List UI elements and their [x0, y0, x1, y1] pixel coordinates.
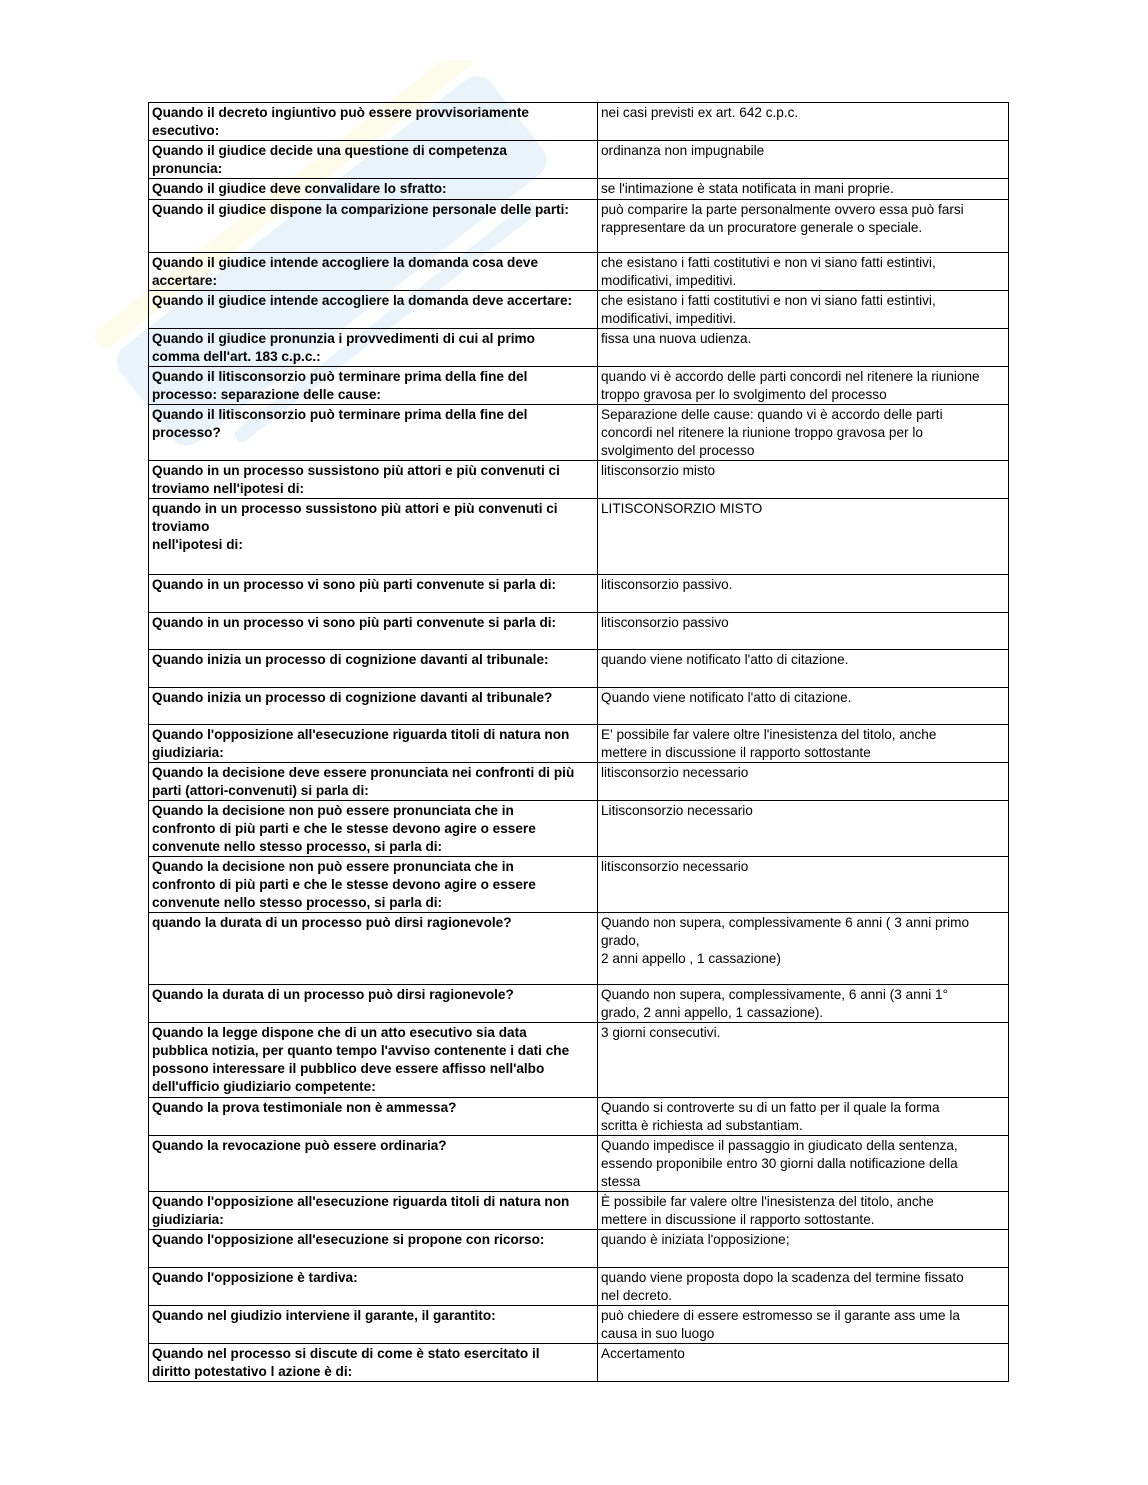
- question-cell: Quando in un processo vi sono più parti convenute si parla di:: [149, 613, 598, 650]
- table-row: [149, 857, 1009, 913]
- question-cell: Quando il giudice intende accogliere la domanda cosa deve accertare:: [149, 253, 598, 291]
- answer-cell: litisconsorzio passivo.: [598, 575, 1009, 613]
- answer-cell: Accertamento: [598, 1344, 1009, 1382]
- answer-cell: litisconsorzio necessario: [598, 857, 1009, 913]
- answer-cell: fissa una nuova udienza.: [598, 329, 1009, 367]
- question-cell: Quando la decisione deve essere pronunciata nei confronti di più parti (attori-convenuti) si parla di:: [149, 763, 598, 801]
- answer-cell: se l'intimazione è stata notificata in mani proprie.: [598, 179, 1009, 200]
- answer-cell: È possibile far valere oltre l'inesistenza del titolo, anche mettere in discussione il rapporto sottostante.: [598, 1192, 1009, 1230]
- answer-cell: quando vi è accordo delle parti concordi nel ritenere la riunione troppo gravosa per lo svolgimento del processo: [598, 367, 1009, 405]
- question-cell: Quando in un processo vi sono più parti convenute si parla di:: [149, 575, 598, 613]
- question-cell: Quando il giudice dispone la comparizione personale delle parti:: [149, 200, 598, 253]
- question-cell: Quando nel processo si discute di come è stato esercitato il diritto potestativo l azione è di:: [149, 1344, 598, 1382]
- table-row: [149, 1268, 1009, 1306]
- question-cell: Quando inizia un processo di cognizione davanti al tribunale?: [149, 688, 598, 725]
- question-cell: Quando il litisconsorzio può terminare prima della fine del processo?: [149, 405, 598, 461]
- answer-cell: Separazione delle cause: quando vi è accordo delle parti concordi nel ritenere la riunione troppo gravosa per lo svolgimento del processo: [598, 405, 1009, 461]
- qa-table: [148, 102, 1009, 1382]
- question-cell: Quando il giudice deve convalidare lo sfratto:: [149, 179, 598, 200]
- question-cell: Quando la prova testimoniale non è ammessa?: [149, 1098, 598, 1136]
- answer-cell: LITISCONSORZIO MISTO: [598, 499, 1009, 575]
- answer-cell: Quando non supera, complessivamente 6 anni ( 3 anni primo grado, 2 anni appello , 1 cassazione): [598, 913, 1009, 985]
- table-row: [149, 329, 1009, 367]
- table-row: [149, 1098, 1009, 1136]
- answer-cell: Quando si controverte su di un fatto per il quale la forma scritta è richiesta ad substantiam.: [598, 1098, 1009, 1136]
- question-cell: quando in un processo sussistono più attori e più convenuti ci troviamo nell'ipotesi di:: [149, 499, 598, 575]
- question-cell: Quando il giudice intende accogliere la domanda deve accertare:: [149, 291, 598, 329]
- answer-cell: può comparire la parte personalmente ovvero essa può farsi rappresentare da un procuratore generale o speciale.: [598, 200, 1009, 253]
- qa-table-body: [149, 103, 1009, 1382]
- table-row: [149, 913, 1009, 985]
- question-cell: Quando inizia un processo di cognizione davanti al tribunale:: [149, 650, 598, 688]
- table-row: [149, 141, 1009, 179]
- question-cell: Quando nel giudizio interviene il garante, il garantito:: [149, 1306, 598, 1344]
- answer-cell: Quando viene notificato l'atto di citazione.: [598, 688, 1009, 725]
- answer-cell: Quando non supera, complessivamente, 6 anni (3 anni 1° grado, 2 anni appello, 1 cassazione).: [598, 985, 1009, 1023]
- table-row: [149, 103, 1009, 141]
- table-row: [149, 763, 1009, 801]
- question-cell: Quando l'opposizione è tardiva:: [149, 1268, 598, 1306]
- question-cell: quando la durata di un processo può dirsi ragionevole?: [149, 913, 598, 985]
- table-row: [149, 405, 1009, 461]
- question-cell: Quando la legge dispone che di un atto esecutivo sia data pubblica notizia, per quanto tempo l'avviso contenente i dati che possono interessare il pubblico deve essere affisso nell'albo dell'ufficio giudiziario competente:: [149, 1023, 598, 1098]
- question-cell: Quando il giudice pronunzia i provvedimenti di cui al primo comma dell'art. 183 c.p.c.:: [149, 329, 598, 367]
- question-cell: Quando la decisione non può essere pronunciata che in confronto di più parti e che le stesse devono agire o essere convenute nello stesso processo, si parla di:: [149, 801, 598, 857]
- answer-cell: che esistano i fatti costitutivi e non vi siano fatti estintivi, modificativi, impeditivi.: [598, 253, 1009, 291]
- table-row: [149, 499, 1009, 575]
- question-cell: Quando la decisione non può essere pronunciata che in confronto di più parti e che le stesse devono agire o essere convenute nello stesso processo, si parla di:: [149, 857, 598, 913]
- answer-cell: nei casi previsti ex art. 642 c.p.c.: [598, 103, 1009, 141]
- question-cell: Quando la revocazione può essere ordinaria?: [149, 1136, 598, 1192]
- answer-cell: litisconsorzio passivo: [598, 613, 1009, 650]
- table-row: [149, 291, 1009, 329]
- table-row: [149, 650, 1009, 688]
- table-row: [149, 1136, 1009, 1192]
- answer-cell: Quando impedisce il passaggio in giudicato della sentenza, essendo proponibile entro 30 giorni dalla notificazione della stessa: [598, 1136, 1009, 1192]
- table-row: [149, 1344, 1009, 1382]
- answer-cell: quando viene notificato l'atto di citazione.: [598, 650, 1009, 688]
- question-cell: Quando la durata di un processo può dirsi ragionevole?: [149, 985, 598, 1023]
- question-cell: Quando il litisconsorzio può terminare prima della fine del processo: separazione delle cause:: [149, 367, 598, 405]
- question-cell: Quando il decreto ingiuntivo può essere provvisoriamente esecutivo:: [149, 103, 598, 141]
- table-row: [149, 725, 1009, 763]
- table-row: [149, 613, 1009, 650]
- table-row: [149, 1306, 1009, 1344]
- table-row: [149, 801, 1009, 857]
- question-cell: Quando l'opposizione all'esecuzione riguarda titoli di natura non giudiziaria:: [149, 1192, 598, 1230]
- answer-cell: può chiedere di essere estromesso se il garante ass ume la causa in suo luogo: [598, 1306, 1009, 1344]
- question-cell: Quando l'opposizione all'esecuzione si propone con ricorso:: [149, 1230, 598, 1268]
- table-row: [149, 1192, 1009, 1230]
- table-row: [149, 1230, 1009, 1268]
- table-row: [149, 985, 1009, 1023]
- question-cell: Quando l'opposizione all'esecuzione riguarda titoli di natura non giudiziaria:: [149, 725, 598, 763]
- table-row: [149, 1023, 1009, 1098]
- answer-cell: 3 giorni consecutivi.: [598, 1023, 1009, 1098]
- table-row: [149, 575, 1009, 613]
- question-cell: Quando in un processo sussistono più attori e più convenuti ci troviamo nell'ipotesi di:: [149, 461, 598, 499]
- question-cell: Quando il giudice decide una questione di competenza pronuncia:: [149, 141, 598, 179]
- table-row: [149, 179, 1009, 200]
- answer-cell: Litisconsorzio necessario: [598, 801, 1009, 857]
- answer-cell: litisconsorzio necessario: [598, 763, 1009, 801]
- answer-cell: quando viene proposta dopo la scadenza del termine fissato nel decreto.: [598, 1268, 1009, 1306]
- table-row: [149, 461, 1009, 499]
- table-row: [149, 367, 1009, 405]
- answer-cell: litisconsorzio misto: [598, 461, 1009, 499]
- answer-cell: ordinanza non impugnabile: [598, 141, 1009, 179]
- table-row: [149, 688, 1009, 725]
- answer-cell: E' possibile far valere oltre l'inesistenza del titolo, anche mettere in discussione il rapporto sottostante: [598, 725, 1009, 763]
- answer-cell: quando è iniziata l'opposizione;: [598, 1230, 1009, 1268]
- answer-cell: che esistano i fatti costitutivi e non vi siano fatti estintivi, modificativi, impeditivi.: [598, 291, 1009, 329]
- table-row: [149, 200, 1009, 253]
- table-row: [149, 253, 1009, 291]
